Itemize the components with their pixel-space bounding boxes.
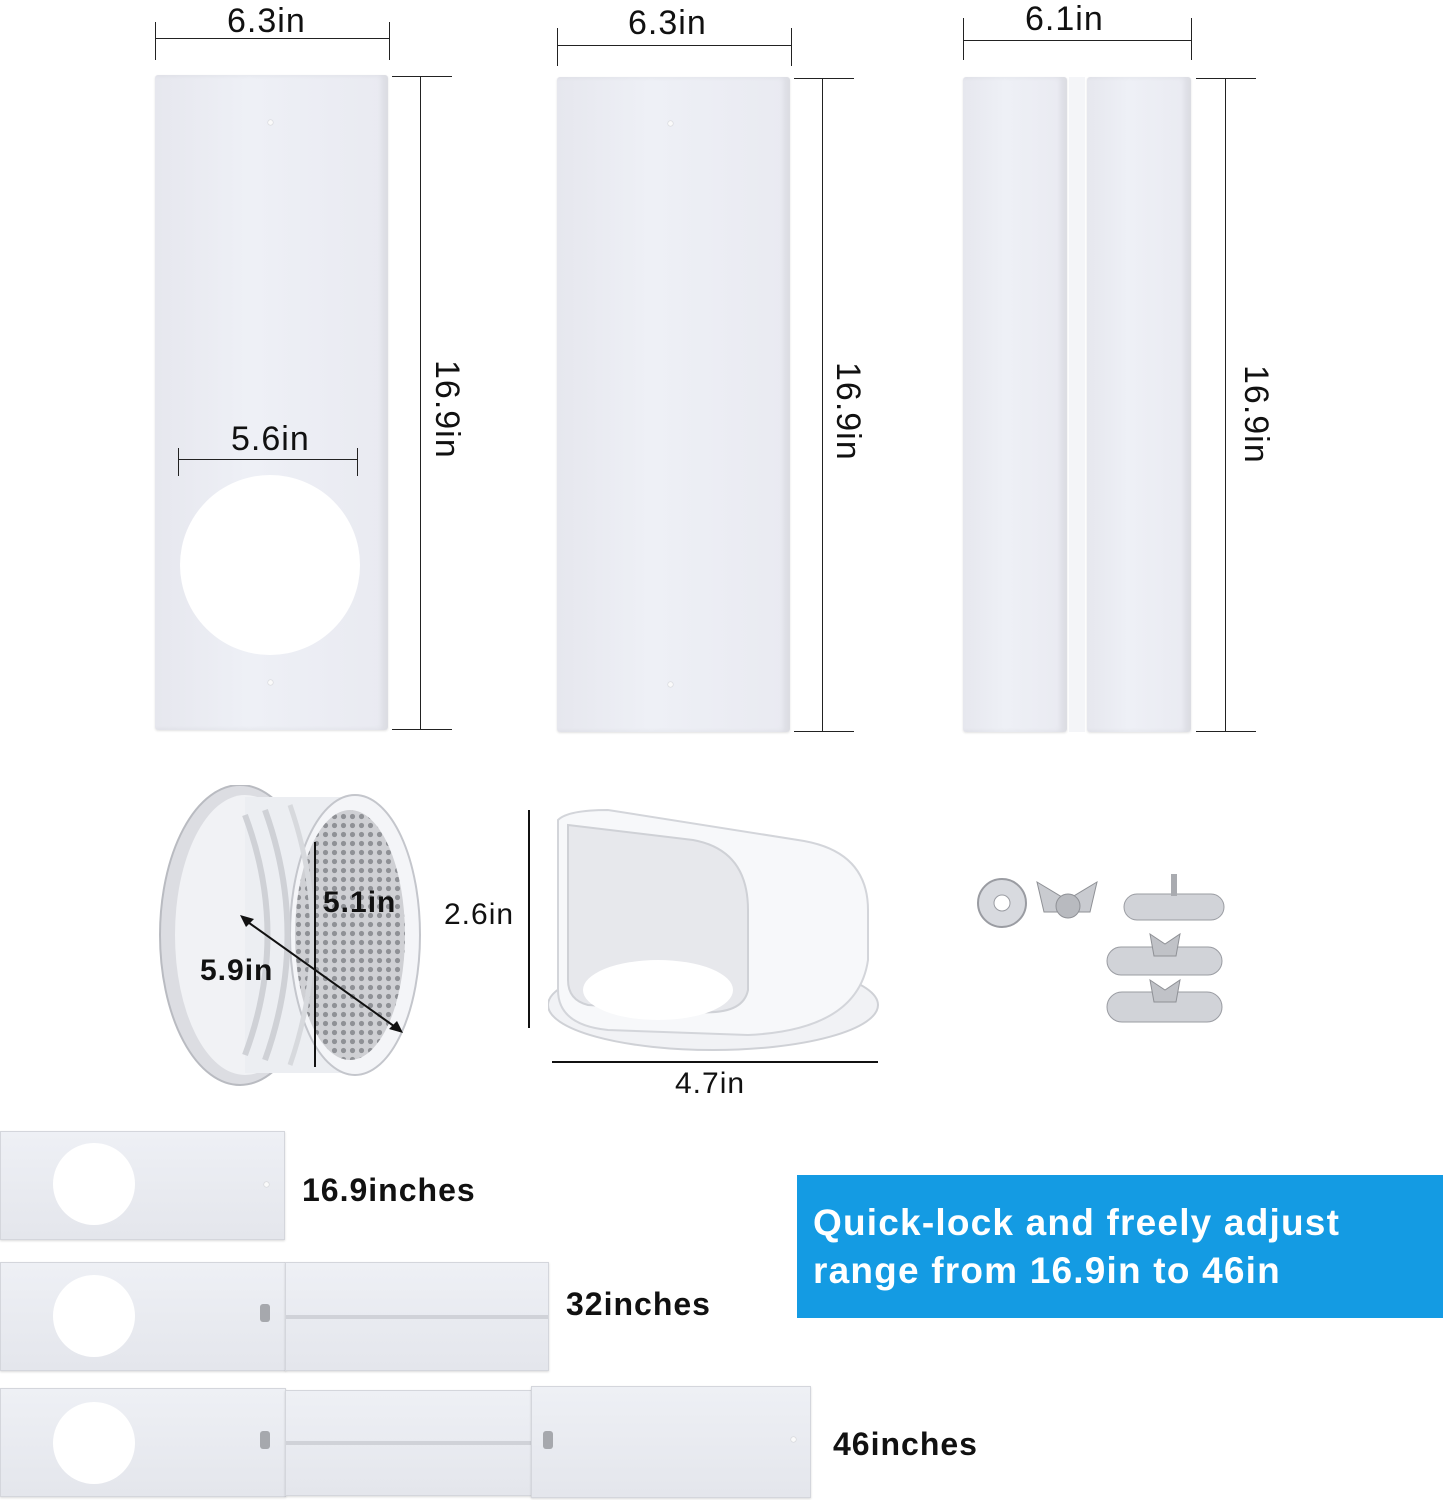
connector-diameter-label: 5.9in [200, 954, 274, 987]
window-panel-plain [557, 77, 790, 732]
dimension-tick [794, 78, 854, 79]
wing-screw-icon [260, 1431, 270, 1449]
dimension-line [963, 40, 1192, 41]
dimension-tick [1191, 18, 1192, 60]
panel-strip-medium-a [0, 1262, 286, 1371]
length-label-medium: 32inches [566, 1286, 711, 1322]
panel-groove [1069, 77, 1085, 732]
dimension-tick [155, 22, 156, 60]
wing-screw-icon [543, 1431, 553, 1449]
hole-diameter-label: 5.6in [231, 420, 310, 458]
dimension-line [1225, 78, 1226, 732]
exhaust-hole [53, 1275, 135, 1357]
adapter-height-label: 2.6in [444, 898, 515, 931]
exhaust-hole [180, 475, 360, 655]
adjustable-range-banner [797, 1175, 1443, 1318]
dimension-tick [794, 731, 854, 732]
dimension-tick [791, 28, 792, 66]
panel3-width-label: 6.1in [1025, 0, 1104, 38]
panel1-width-label: 6.3in [227, 2, 306, 40]
hardware-kit-image [972, 872, 1232, 1032]
panel-strip-long-a [0, 1388, 286, 1497]
panel1-height-label: 16.9in [428, 360, 466, 459]
screw-hole [268, 120, 273, 125]
banner-line-2: range from 16.9in to 46in [813, 1250, 1281, 1291]
window-panel-with-hole [155, 75, 388, 730]
screw-hole [264, 1182, 269, 1187]
panel2-width-label: 6.3in [628, 4, 707, 42]
screw-hole [668, 121, 673, 126]
window-panel-split-right [1087, 77, 1191, 732]
dimension-tick [357, 448, 358, 476]
connector-height-label: 5.1in [323, 886, 397, 919]
dimension-tick [392, 729, 452, 730]
length-label-short: 16.9inches [302, 1172, 476, 1208]
dimension-tick [392, 76, 452, 77]
adapter-height-arrow [528, 810, 530, 1028]
screw-hole [268, 680, 273, 685]
window-panel-split-left [963, 77, 1067, 732]
dimension-tick [389, 22, 390, 60]
dimension-tick [963, 18, 964, 60]
panel-strip-long-c [531, 1386, 811, 1498]
strip-groove [286, 1315, 548, 1319]
adapter-width-arrow [552, 1061, 878, 1063]
exhaust-hole [53, 1143, 135, 1225]
dimension-line [420, 76, 421, 730]
dimension-line [178, 459, 358, 460]
screw-hole [668, 682, 673, 687]
dimension-line [822, 78, 823, 732]
length-label-long: 46inches [833, 1426, 978, 1462]
adapter-width-label: 4.7in [675, 1067, 746, 1100]
panel-strip-long-b [285, 1390, 533, 1496]
exhaust-hole [53, 1402, 135, 1484]
duct-adapter-image [548, 800, 883, 1060]
screw-hole [791, 1437, 796, 1442]
dimension-tick [557, 28, 558, 66]
banner-line-1: Quick-lock and freely adjust [813, 1202, 1341, 1243]
panel-strip-medium-b [285, 1262, 549, 1371]
panel3-height-label: 16.9in [1237, 365, 1275, 464]
dimension-tick [178, 448, 179, 476]
wing-screw-icon [260, 1304, 270, 1322]
strip-groove [286, 1441, 532, 1445]
dimension-line [557, 45, 792, 46]
dimension-tick [1196, 78, 1256, 79]
panel-strip-short [0, 1131, 285, 1240]
dimension-tick [1196, 731, 1256, 732]
panel2-height-label: 16.9in [829, 362, 867, 461]
